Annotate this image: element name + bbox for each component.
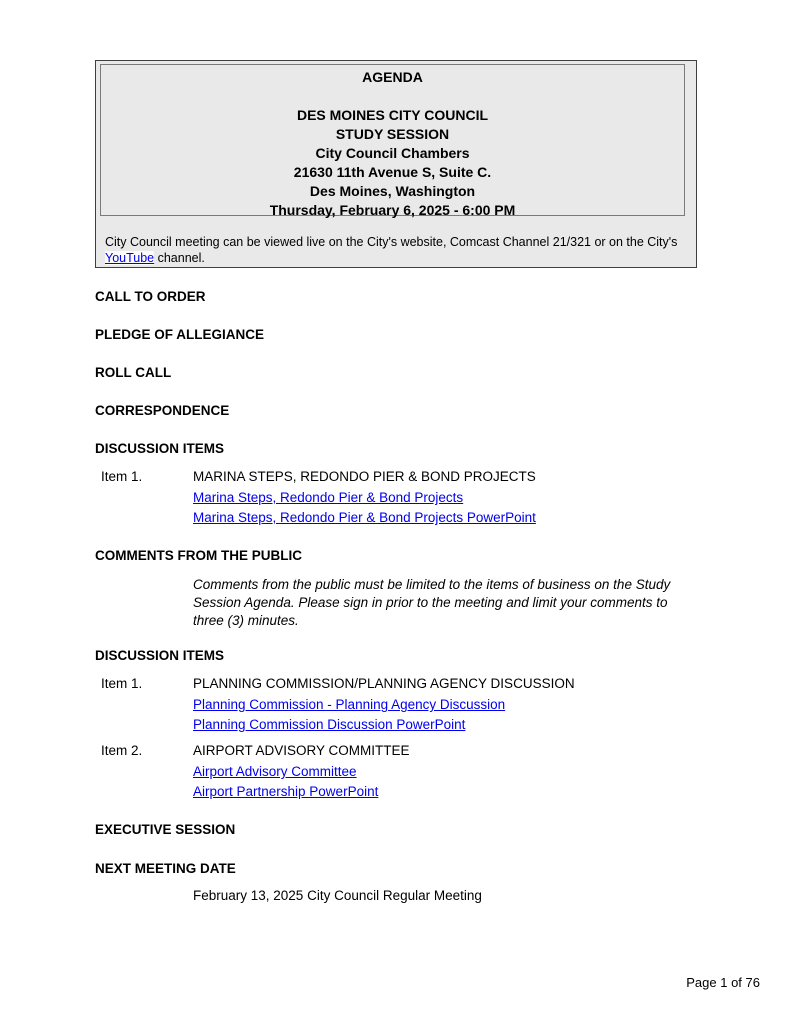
- heading-discussion-items-2: DISCUSSION ITEMS: [95, 648, 225, 663]
- spacer: [101, 87, 684, 106]
- meeting-city: Des Moines, Washington: [309, 183, 476, 199]
- agenda-body: [95, 268, 697, 903]
- agenda-item: [95, 744, 697, 802]
- heading-executive-session: EXECUTIVE SESSION: [95, 822, 236, 837]
- item-number: Item 1.: [101, 469, 143, 484]
- attachment-link[interactable]: Marina Steps, Redondo Pier & Bond Projects PowerPoint: [193, 510, 536, 525]
- item-title: MARINA STEPS, REDONDO PIER & BOND PROJECTS: [193, 469, 536, 484]
- agenda-title: AGENDA: [362, 69, 423, 85]
- item-number: Item 1.: [101, 676, 143, 691]
- page-number: Page 1 of 76: [686, 975, 760, 990]
- meeting-location: City Council Chambers: [315, 145, 470, 161]
- heading-pledge-of-allegiance: PLEDGE OF ALLEGIANCE: [95, 327, 265, 342]
- agenda-item: [95, 470, 697, 528]
- heading-roll-call: ROLL CALL: [95, 365, 172, 380]
- item-body: [193, 470, 697, 528]
- item-number: Item 2.: [101, 743, 143, 758]
- heading-next-meeting-date: NEXT MEETING DATE: [95, 861, 236, 876]
- item-title: AIRPORT ADVISORY COMMITTEE: [193, 743, 410, 758]
- item-title: PLANNING COMMISSION/PLANNING AGENCY DISCUSSION: [193, 676, 575, 691]
- heading-correspondence: CORRESPONDENCE: [95, 403, 230, 418]
- item-body: [193, 744, 697, 802]
- viewing-notice: [105, 234, 682, 266]
- attachment-link[interactable]: Marina Steps, Redondo Pier & Bond Projects: [193, 490, 464, 505]
- item-body: [193, 677, 697, 735]
- heading-discussion-items-1: DISCUSSION ITEMS: [95, 441, 225, 456]
- attachment-link[interactable]: Planning Commission Discussion PowerPoint: [193, 717, 466, 732]
- viewing-notice-text-post: channel.: [154, 251, 205, 265]
- agenda-title-box: [100, 64, 685, 216]
- attachment-link[interactable]: Airport Partnership PowerPoint: [193, 784, 379, 799]
- agenda-header-box: [95, 60, 697, 268]
- meeting-address: 21630 11th Avenue S, Suite C.: [293, 164, 492, 180]
- next-meeting-detail: February 13, 2025 City Council Regular Meeting: [193, 888, 482, 903]
- viewing-notice-text-pre: City Council meeting can be viewed live on the City's website, Comcast Channel 21/321 or on the City's: [105, 235, 678, 249]
- public-comment-rules: Comments from the public must be limited to the items of business on the Study Session Agenda. Please sign in prior to the meeting and limit your comments to three (3) minutes.: [193, 577, 671, 628]
- meeting-type: STUDY SESSION: [335, 126, 450, 142]
- heading-comments-from-public: COMMENTS FROM THE PUBLIC: [95, 548, 302, 563]
- org-name: DES MOINES CITY COUNCIL: [296, 107, 489, 123]
- agenda-item: [95, 677, 697, 735]
- meeting-datetime: Thursday, February 6, 2025 - 6:00 PM: [269, 202, 516, 218]
- attachment-link[interactable]: Planning Commission - Planning Agency Discussion: [193, 697, 506, 712]
- youtube-link[interactable]: YouTube: [105, 251, 155, 265]
- attachment-link[interactable]: Airport Advisory Committee: [193, 764, 357, 779]
- heading-call-to-order: CALL TO ORDER: [95, 289, 206, 304]
